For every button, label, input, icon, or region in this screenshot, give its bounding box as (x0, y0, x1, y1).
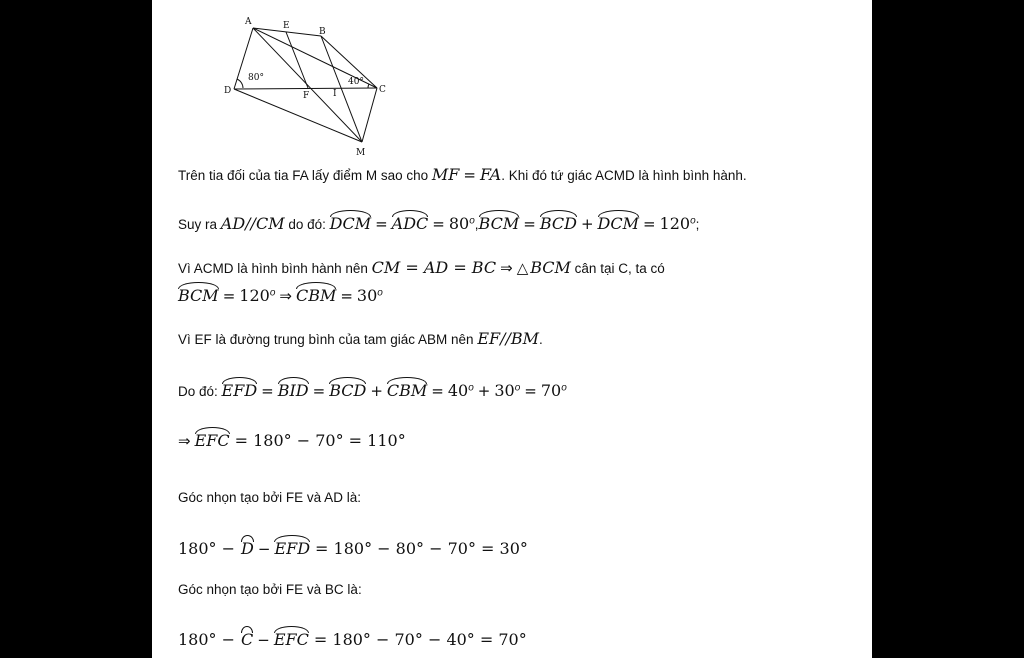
text-line-3 (178, 259, 665, 278)
angle-cbm: CBM (296, 282, 336, 305)
l9-minus: − (257, 540, 271, 558)
l2-mid: do đó: (284, 217, 330, 232)
text-line-4 (178, 282, 383, 306)
text-line-8 (178, 489, 361, 507)
l1-mf: MF (431, 165, 460, 184)
l6-eq1: = (261, 382, 274, 400)
document-page (152, 0, 872, 658)
point-c-label: C (379, 85, 386, 95)
triangle-icon: △ (516, 259, 529, 277)
deg-sup: o (468, 382, 474, 394)
l3-bcm: BCM (530, 258, 571, 277)
l6-pre: Do đó: (178, 384, 222, 399)
angle-efc: EFC (195, 427, 230, 450)
l6-eq4: = (524, 382, 537, 400)
angle-d: D (241, 535, 254, 558)
l1-post: . Khi đó tứ giác ACMD là hình bình hành. (501, 168, 747, 183)
point-f-label: F (303, 91, 310, 101)
geometry-figure (222, 10, 552, 160)
l4-eq2: = (340, 287, 353, 305)
text-line-10 (178, 581, 362, 599)
implies-icon: ⇒ (178, 432, 191, 450)
deg-sup: o (377, 287, 383, 299)
deg-sup: o (269, 287, 276, 299)
l2-comma: , (474, 217, 479, 232)
angle-efc: EFC (274, 626, 309, 649)
l11-rest: = 180° − 70° − 40° = 70° (313, 630, 527, 649)
deg-sup: o (561, 382, 567, 394)
l9-a: 180° − (178, 539, 236, 558)
angle-bcd: BCD (540, 210, 577, 233)
point-i-label: I (333, 89, 337, 99)
angle-cbm: CBM (387, 377, 427, 400)
l6-eq2: = (312, 382, 326, 400)
angle-bcd: BCD (329, 377, 366, 400)
l1-text: Trên tia đối của tia FA lấy điểm M sao cho (178, 168, 432, 183)
text-line-7 (178, 427, 406, 451)
angle-efd: EFD (222, 377, 258, 400)
l3-pre: Vì ACMD là hình bình hành nên (178, 261, 372, 276)
l11-a: 180° − (178, 630, 236, 649)
text-line-1 (178, 166, 747, 185)
angle-bid: BID (278, 377, 309, 400)
l6-plus1: + (370, 382, 383, 400)
angle-bcm: BCM (178, 282, 219, 305)
text-line-2 (178, 210, 699, 234)
l2-parallel: AD//CM (220, 214, 285, 233)
l2-eq1: = (375, 215, 388, 233)
l11-minus: − (257, 631, 270, 649)
l2-v1: 80 (448, 214, 470, 233)
l10-text: Góc nhọn tạo bởi FE và BC là: (178, 582, 362, 597)
angle-dcm: DCM (330, 210, 371, 233)
l2-eq4: = (642, 215, 656, 233)
deg-sup: o (514, 382, 521, 394)
l2-v2: 120 (659, 214, 691, 233)
l3-post: cân tại C, ta có (570, 261, 665, 276)
point-d-label: D (224, 86, 232, 96)
l2-eq2: = (432, 215, 445, 233)
point-e-label: E (283, 21, 290, 31)
point-m-label: M (356, 148, 366, 158)
implies-icon: ⇒ (279, 287, 292, 305)
deg-sup: o (469, 215, 475, 227)
l2-pre: Suy ra (178, 217, 221, 232)
point-a-label: A (245, 17, 252, 27)
l5-parallel: EF//BM (477, 329, 540, 348)
l6-v2: 30 (494, 381, 515, 400)
l9-rest: = 180° − 80° − 70° = 30° (315, 539, 528, 558)
text-line-11 (178, 626, 527, 650)
l8-text: Góc nhọn tạo bởi FE và AD là: (178, 490, 361, 505)
text-line-9 (178, 535, 528, 559)
angle-bcm: BCM (479, 210, 520, 233)
l6-v3: 70 (540, 381, 562, 400)
angle-c: C (241, 626, 253, 649)
l7-rest: = 180° − 70° = 110° (234, 431, 406, 450)
l5-post: . (539, 332, 543, 347)
angle-dcm-2: DCM (598, 210, 639, 233)
angle-efd: EFD (274, 535, 310, 558)
l4-v1: 120 (239, 286, 270, 305)
l2-end: ; (695, 217, 700, 232)
l2-plus: + (580, 215, 594, 233)
text-line-6 (178, 377, 567, 401)
point-b-label: B (319, 27, 326, 37)
l2-eq3: = (523, 215, 536, 233)
angle-d-label: 80° (248, 73, 264, 83)
l1-fa: FA (479, 165, 502, 184)
l6-eq3: = (431, 382, 444, 400)
text-line-5 (178, 330, 543, 349)
l6-v1: 40 (447, 381, 469, 400)
l1-eq: = (463, 166, 476, 184)
deg-sup: o (690, 215, 696, 227)
angle-c-label: 40° (348, 77, 364, 87)
angle-adc: ADC (392, 210, 429, 233)
l6-plus2: + (477, 382, 491, 400)
l4-v2: 30 (356, 286, 378, 305)
l4-eq1: = (222, 287, 236, 305)
implies-icon: ⇒ (500, 259, 513, 277)
l3-expr: CM = AD = BC (371, 258, 497, 277)
l5-pre: Vì EF là đường trung bình của tam giác ABM nên (178, 332, 478, 347)
